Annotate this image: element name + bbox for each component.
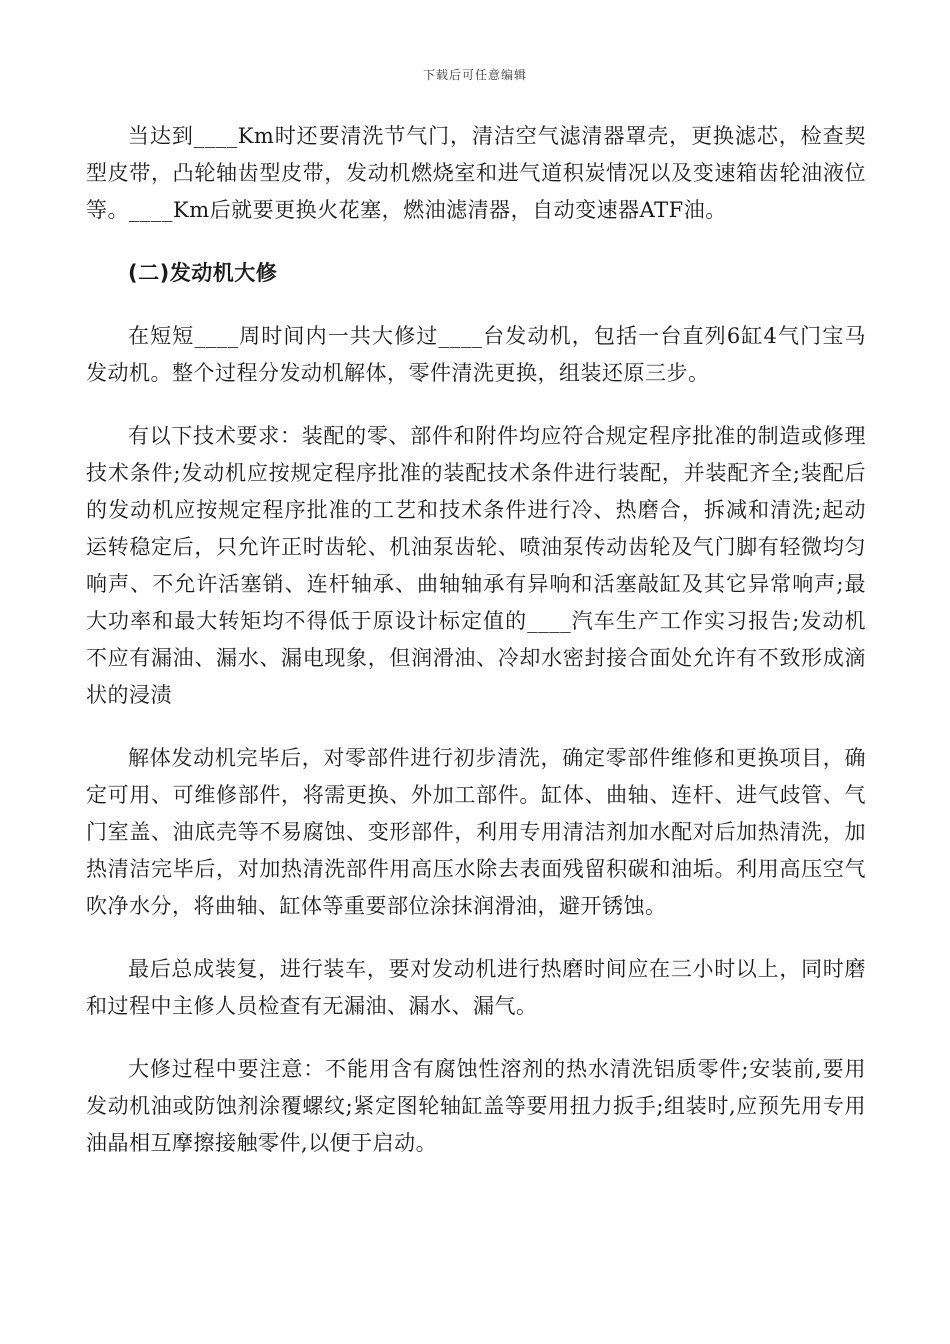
- paragraph-disassembly-cleaning: 解体发动机完毕后，对零部件进行初步清洗，确定零部件维修和更换项目，确定可用、可维修部件，将需更换、外加工部件。缸体、曲轴、连杆、进气歧管、气门室盖、油底壳等不易腐蚀、变形部件，利用专用清洁剂加水配对后加热清洗，加热清洁完毕后，对加热清洗部件用高压水除去表面残留积碳和油垢。利用高压空气吹净水分，将曲轴、缸体等重要部位涂抹润滑油，避开锈蚀。: [86, 746, 866, 918]
- section-heading-engine-overhaul: (二)发动机大修: [128, 261, 278, 285]
- paragraph-overhaul-summary: 在短短____周时间内一共大修过____台发动机，包括一台直列6缸4气门宝马发动机。整个过程分发动机解体，零件清洗更换，组装还原三步。: [86, 324, 866, 385]
- document-body: [86, 118, 866, 1188]
- paragraph-technical-requirements: 有以下技术要求：装配的零、部件和附件均应符合规定程序批准的制造或修理技术条件;发动机应按规定程序批准的装配技术条件进行装配，并装配齐全;装配后的发动机应按规定程序批准的工艺和技术条件进行冷、热磨合，拆减和清洗;起动运转稳定后，只允许正时齿轮、机油泵齿轮、喷油泵传动齿轮及气门脚有轻微均匀响声、不允许活塞销、连杆轴承、曲轴轴承有异响和活塞敲缸及其它异常响声;最大功率和最大转矩均不得低于原设计标定值的____汽车生产工作实习报告;发动机不应有漏油、漏水、漏电现象，但润滑油、冷却水密封接合面处允许有不致形成滴状的浸渍: [86, 424, 866, 707]
- paragraph-reassembly: 最后总成装复，进行装车，要对发动机进行热磨时间应在三小时以上，同时磨和过程中主修人员检查有无漏油、漏水、漏气。: [86, 957, 866, 1018]
- header-note: 下载后可任意编辑: [422, 68, 527, 82]
- paragraph-overhaul-notes: 大修过程中要注意：不能用含有腐蚀性溶剂的热水清洗铝质零件;安装前,要用发动机油或防蚀剂涂覆螺纹;紧定图轮轴缸盖等要用扭力扳手;组装时,应预先用专用油晶相互摩擦接触零件,以便于启动。: [86, 1057, 866, 1155]
- paragraph-maintenance-mileage: 当达到____Km时还要清洗节气门，清洁空气滤清器罩壳，更换滤芯，检查契型皮带，凸轮轴齿型皮带，发动机燃烧室和进气道积炭情况以及变速箱齿轮油液位等。____Km后就要更换火花塞，燃油滤清器，自动变速器ATF油。: [86, 124, 866, 222]
